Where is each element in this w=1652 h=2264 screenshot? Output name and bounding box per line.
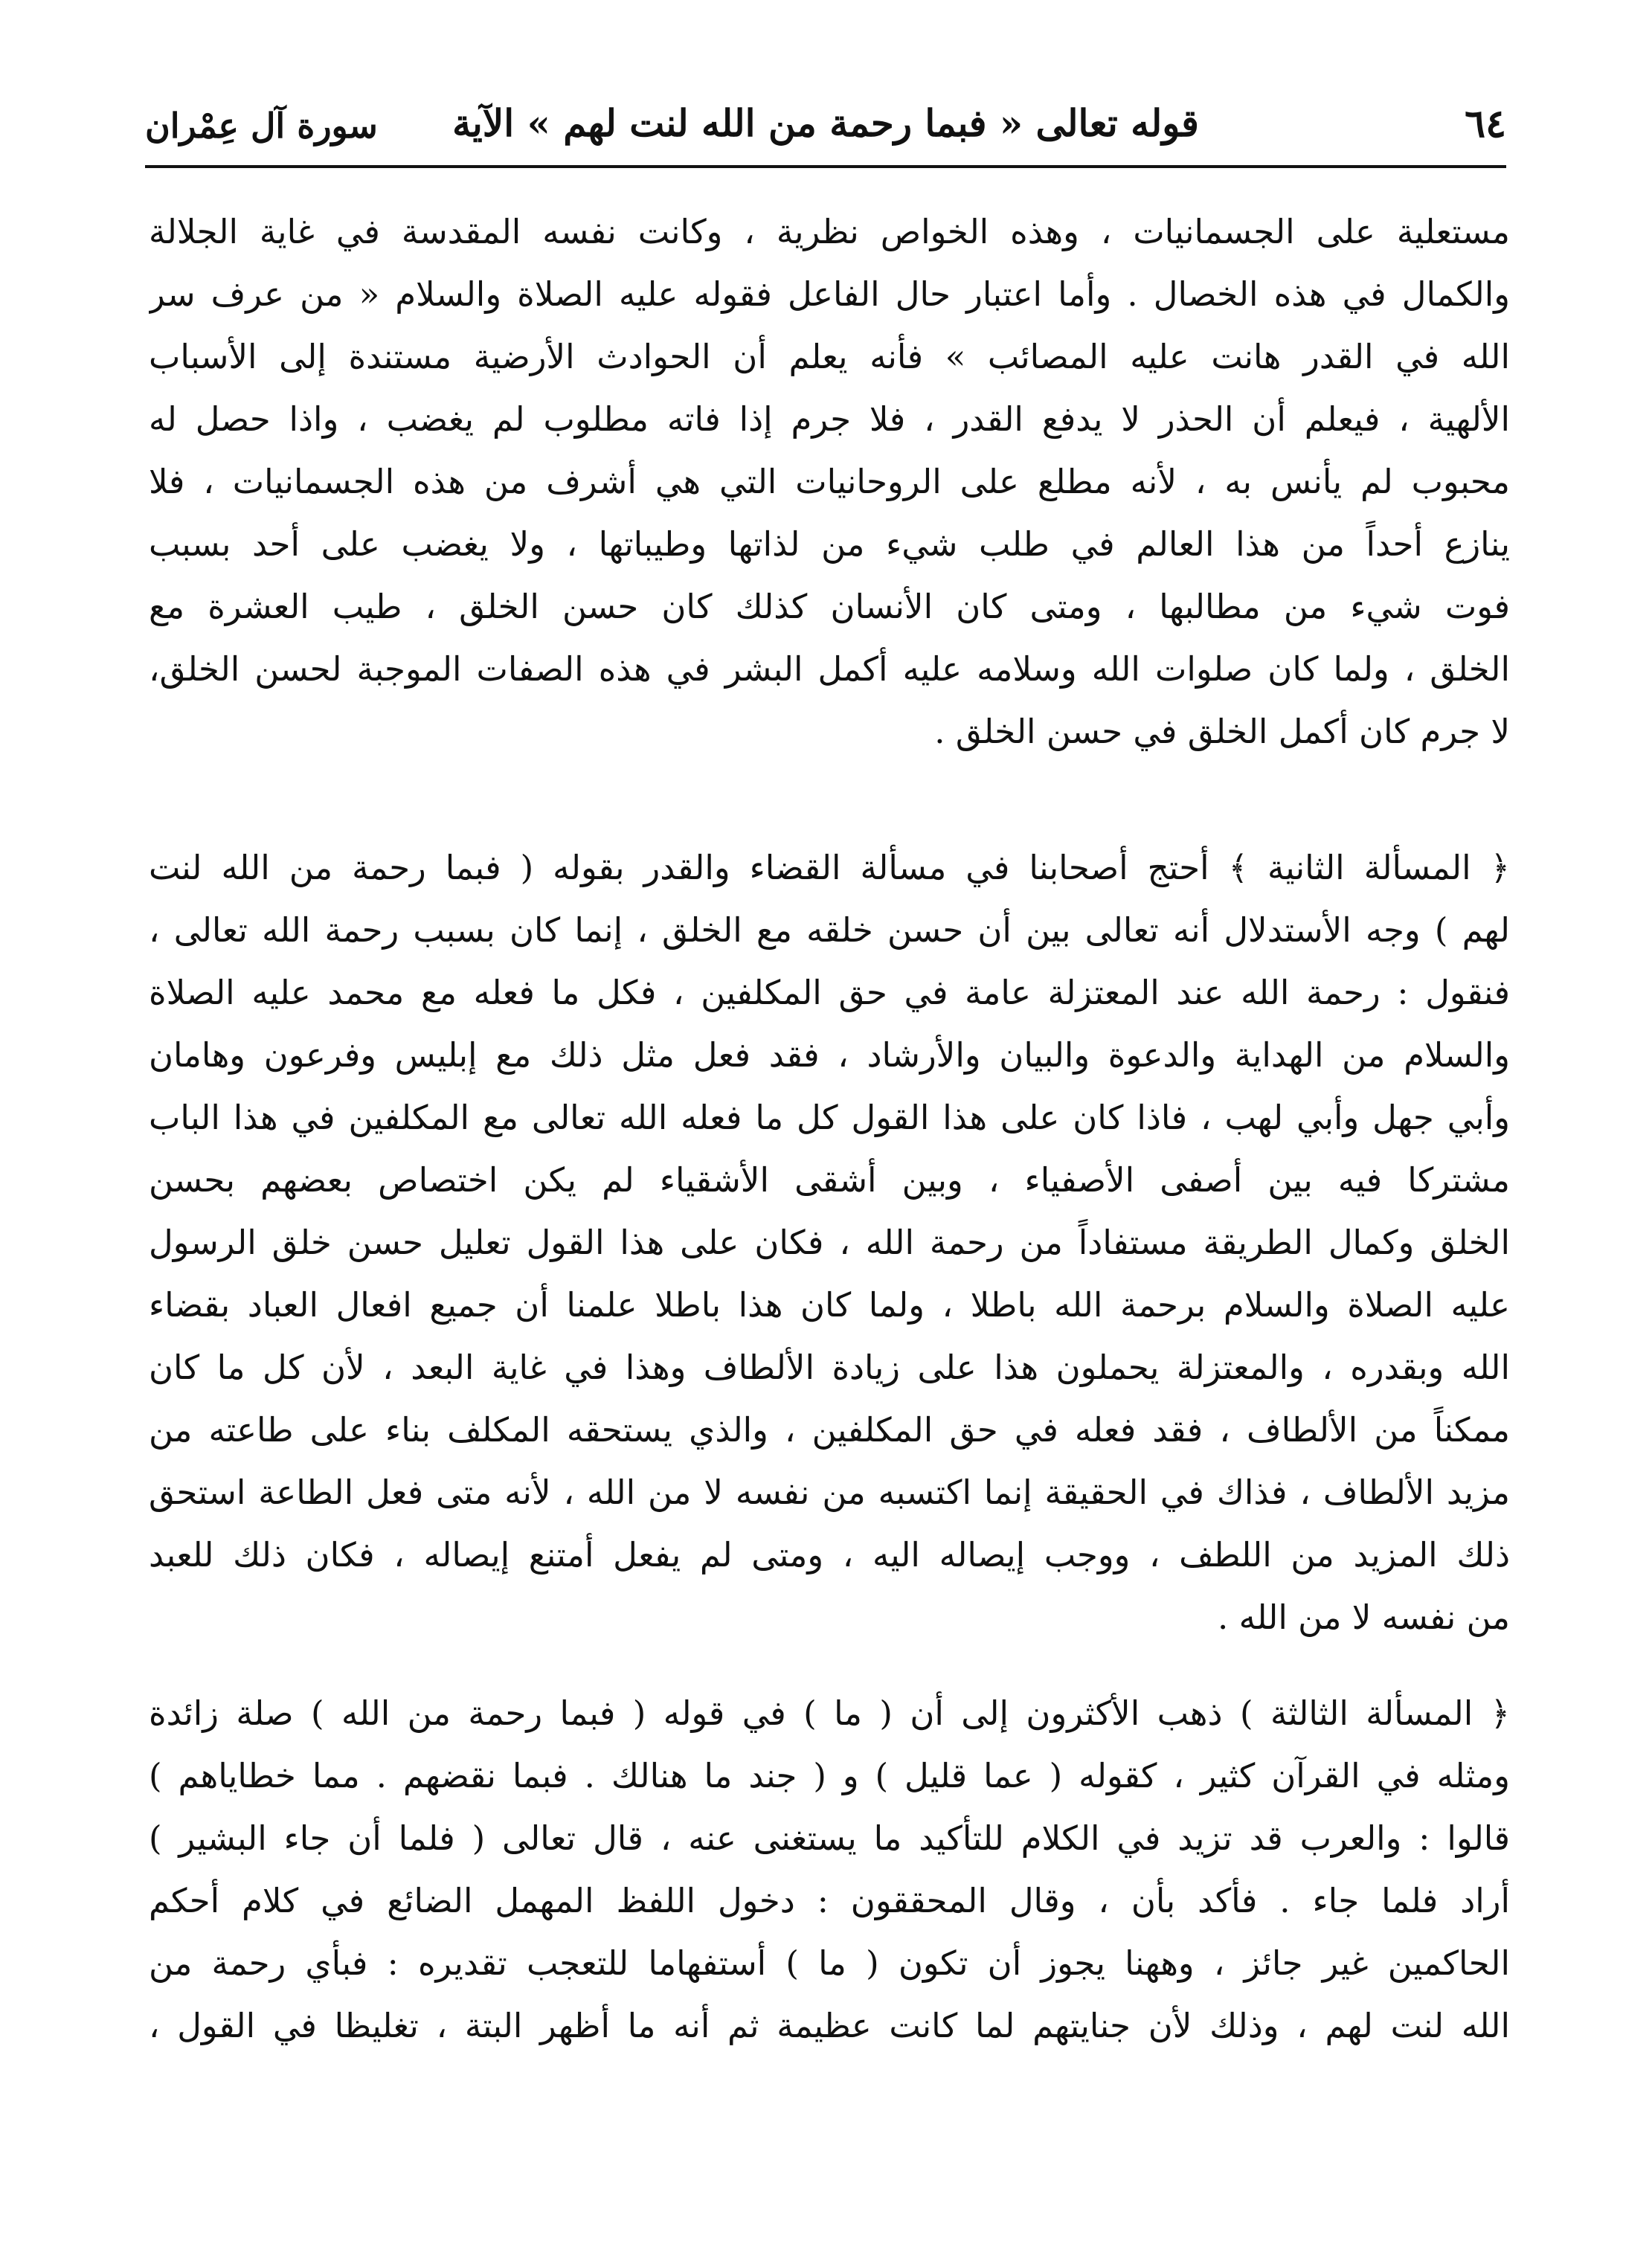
text-line: مشتركا فيه بين أصفى الأصفياء ، وبين أشقى الأشقياء لم يكن اختصاص بعضهم بحسن — [149, 1160, 1510, 1200]
text-line: الحاكمين غير جائز ، وههنا يجوز أن تكون ( ما ) أستفهاما للتعجب تقديره : فبأي رحمة من — [149, 1943, 1510, 1983]
text-line: ﴿ المسألة الثالثة ) ذهب الأكثرون إلى أن ( ما ) في قوله ( فبما رحمة من الله ) صلة زائدة — [149, 1694, 1510, 1733]
text-line: ممكناً من الألطاف ، فقد فعله في حق المكلفين ، والذي يستحقه المكلف بناء على طاعته من — [149, 1410, 1510, 1450]
text-line: الألهية ، فيعلم أن الحذر لا يدفع القدر ، فلا جرم إذا فاته مطلوب لم يغضب ، واذا حصل له — [149, 399, 1510, 439]
text-line: الخلق ، ولما كان صلوات الله وسلامه عليه أكمل البشر في هذه الصفات الموجبة لحسن الخلق، — [149, 649, 1510, 689]
text-line: الله لنت لهم ، وذلك لأن جنايتهم لما كانت عظيمة ثم أنه ما أظهر البتة ، تغليظا في القول ، — [149, 2006, 1510, 2045]
surah-name: سورة آل عِمْران — [145, 106, 378, 146]
page-number: ٦٤ — [1465, 101, 1506, 147]
text-line: والسلام من الهداية والدعوة والبيان والأرشاد ، فقد فعل مثل ذلك مع إبليس وفرعون وهامان — [149, 1035, 1510, 1075]
text-line: والكمال في هذه الخصال . وأما اعتبار حال الفاعل فقوله عليه الصلاة والسلام « من عرف سر — [149, 274, 1510, 314]
text-line: ﴿ المسألة الثانية ﴾ أحتج أصحابنا في مسألة القضاء والقدر بقوله ( فبما رحمة من الله لنت — [149, 848, 1510, 887]
header-rule — [145, 165, 1506, 168]
text-line: الخلق وكمال الطريقة مستفاداً من رحمة الله ، فكان على هذا القول تعليل حسن خلق الرسول — [149, 1223, 1510, 1262]
text-line: أراد فلما جاء . فأكد بأن ، وقال المحققون : دخول اللفظ المهمل الضائع في كلام أحكم — [149, 1881, 1510, 1920]
text-line: لهم ) وجه الأستدلال أنه تعالى بين أن حسن خلقه مع الخلق ، إنما كان بسبب رحمة الله تعالى ، — [149, 910, 1510, 950]
text-line: الله في القدر هانت عليه المصائب » فأنه يعلم أن الحوادث الأرضية مستندة إلى الأسباب — [149, 337, 1510, 376]
text-line: مستعلية على الجسمانيات ، وهذه الخواص نظرية ، وكانت نفسه المقدسة في غاية الجلالة — [149, 212, 1510, 251]
text-line: قالوا : والعرب قد تزيد في الكلام للتأكيد ما يستغنى عنه ، قال تعالى ( فلما أن جاء البشير ) — [149, 1818, 1510, 1858]
text-line: من نفسه لا من الله . — [1217, 1598, 1510, 1637]
text-line: فنقول : رحمة الله عند المعتزلة عامة في حق المكلفين ، فكل ما فعله مع محمد عليه الصلاة — [149, 973, 1510, 1012]
text-line: عليه الصلاة والسلام برحمة الله باطلا ، ولما كان هذا باطلا علمنا أن جميع افعال العباد بقضاء — [149, 1285, 1510, 1325]
text-line: الله وبقدره ، والمعتزلة يحملون هذا على زيادة الألطاف وهذا في غاية البعد ، لأن كل ما كان — [149, 1348, 1510, 1387]
text-line: لا جرم كان أكمل الخلق في حسن الخلق . — [934, 712, 1510, 751]
text-line: محبوب لم يأنس به ، لأنه مطلع على الروحانيات التي هي أشرف من هذه الجسمانيات ، فلا — [149, 462, 1510, 501]
text-line: مزيد الألطاف ، فذاك في الحقيقة إنما اكتسبه من نفسه لا من الله ، لأنه متى فعل الطاعة استحق — [149, 1473, 1510, 1512]
text-line: ينازع أحداً من هذا العالم في طلب شيء من لذاتها وطيباتها ، ولا يغضب على أحد بسبب — [149, 524, 1510, 564]
paragraph-continued — [149, 201, 1510, 763]
paragraph-third-issue — [149, 1682, 1510, 2057]
paragraph-second-issue — [149, 837, 1510, 1649]
running-header — [145, 95, 1506, 162]
text-line: ذلك المزيد من اللطف ، ووجب إيصاله اليه ، ومتى لم يفعل أمتنع إيصاله ، فكان ذلك للعبد — [149, 1535, 1510, 1575]
text-line: وأبي جهل وأبي لهب ، فاذا كان على هذا القول كل ما فعله الله تعالى مع المكلفين في هذا الباب — [149, 1098, 1510, 1137]
text-line: ومثله في القرآن كثير ، كقوله ( عما قليل ) و ( جند ما هنالك . فبما نقضهم . مما خطاياهم ) — [149, 1756, 1510, 1795]
text-line: فوت شيء من مطالبها ، ومتى كان الأنسان كذلك كان حسن الخلق ، طيب العشرة مع — [149, 587, 1510, 626]
header-title: قوله تعالى « فبما رحمة من الله لنت لهم » الآية — [452, 101, 1199, 145]
